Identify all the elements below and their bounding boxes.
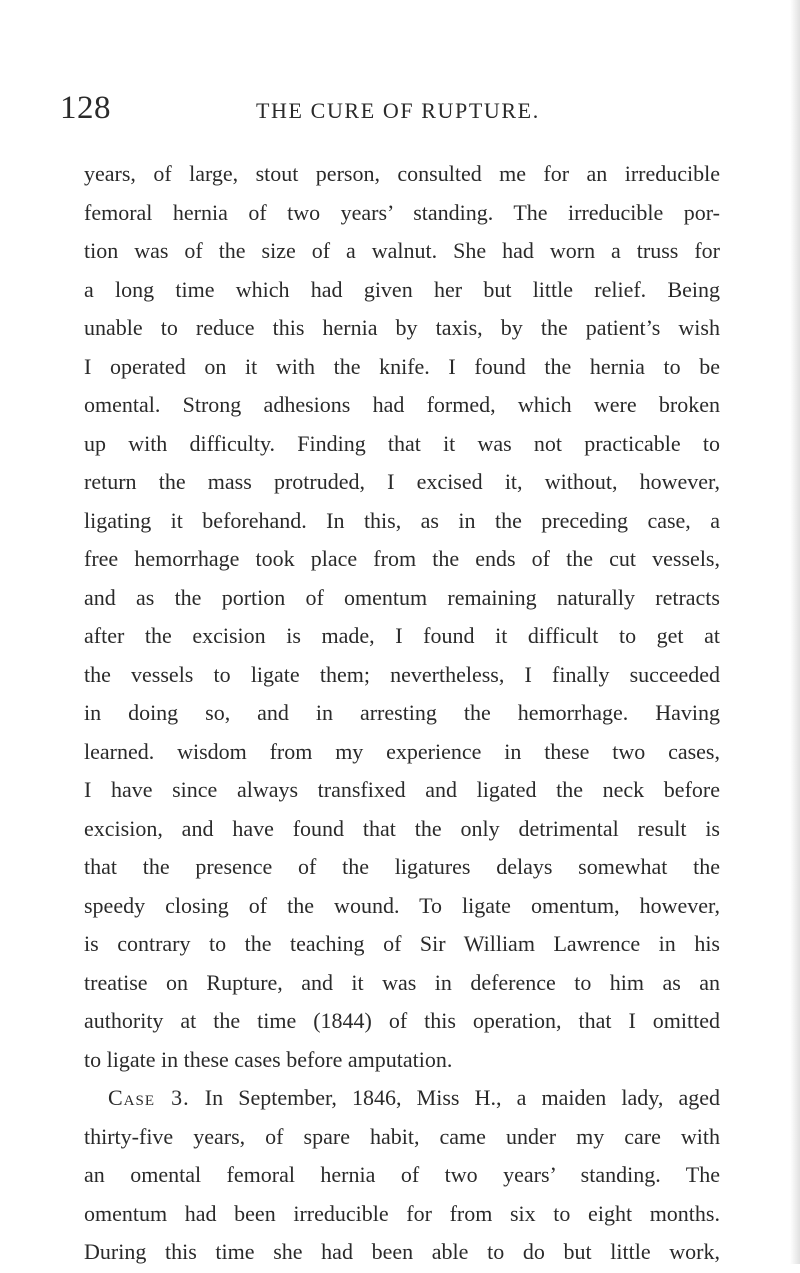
text-line: I operated on it with the knife. I found the hernia to be (84, 353, 720, 379)
text-line: omentum had been irreducible for from six to eight months. (84, 1200, 720, 1226)
text-line: learned. wisdom from my experience in these two cases, (84, 738, 720, 764)
text-line: a long time which had given her but little relief. Being (84, 276, 720, 302)
text-line: excision, and have found that the only detrimental result is (84, 815, 720, 841)
paragraph-end-line: to ligate in these cases before amputation. (84, 1046, 453, 1072)
text-line: the vessels to ligate them; nevertheless, I finally succeeded (84, 661, 720, 687)
text-line: free hemorrhage took place from the ends of the cut vessels, (84, 546, 720, 571)
text-line: in doing so, and in arresting the hemorrhage. Having (84, 700, 720, 725)
text-line: femoral hernia of two years’ standing. The irreducible por- (84, 199, 720, 225)
text-line: authority at the time (1844) of this operation, that I omitted (84, 1008, 720, 1033)
page-edge-shadow (790, 0, 800, 1264)
text-line: omental. Strong adhesions had formed, which were broken (84, 392, 720, 417)
text-line: treatise on Rupture, and it was in deference to him as an (84, 969, 720, 995)
case-3-first-line-text: In September, 1846, Miss H., a maiden lady, aged (189, 1085, 720, 1110)
body-text (84, 156, 720, 1273)
text-line: ligating it beforehand. In this, as in the preceding case, a (84, 507, 720, 533)
text-line: return the mass protruded, I excised it, without, however, (84, 469, 720, 494)
case-3-heading-line (84, 1080, 720, 1119)
running-head: THE CURE OF RUPTURE. (256, 98, 540, 123)
text-line: years, of large, stout person, consulted me for an irreducible (84, 161, 720, 186)
text-line: up with difficulty. Finding that it was not practicable to (84, 430, 720, 456)
text-line: speedy closing of the wound. To ligate omentum, however, (84, 892, 720, 918)
text-line: that the presence of the ligatures delays somewhat the (84, 854, 720, 879)
text-line: thirty-five years, of spare habit, came under my care with (84, 1123, 720, 1149)
text-line: an omental femoral hernia of two years’ standing. The (84, 1162, 720, 1187)
page-number: 128 (60, 90, 111, 126)
text-line: unable to reduce this hernia by taxis, by the patient’s wish (84, 315, 720, 340)
text-line: and as the portion of omentum remaining naturally retracts (84, 584, 720, 610)
case-label: Case 3. (108, 1085, 190, 1110)
page-header (60, 88, 750, 128)
text-line: after the excision is made, I found it difficult to get at (84, 623, 720, 648)
text-line: tion was of the size of a walnut. She had worn a truss for (84, 238, 720, 263)
text-line: is contrary to the teaching of Sir William Lawrence in his (84, 931, 720, 956)
text-line: During this time she had been able to do but little work, (84, 1239, 720, 1264)
text-line: I have since always transfixed and ligated the neck before (84, 777, 720, 802)
